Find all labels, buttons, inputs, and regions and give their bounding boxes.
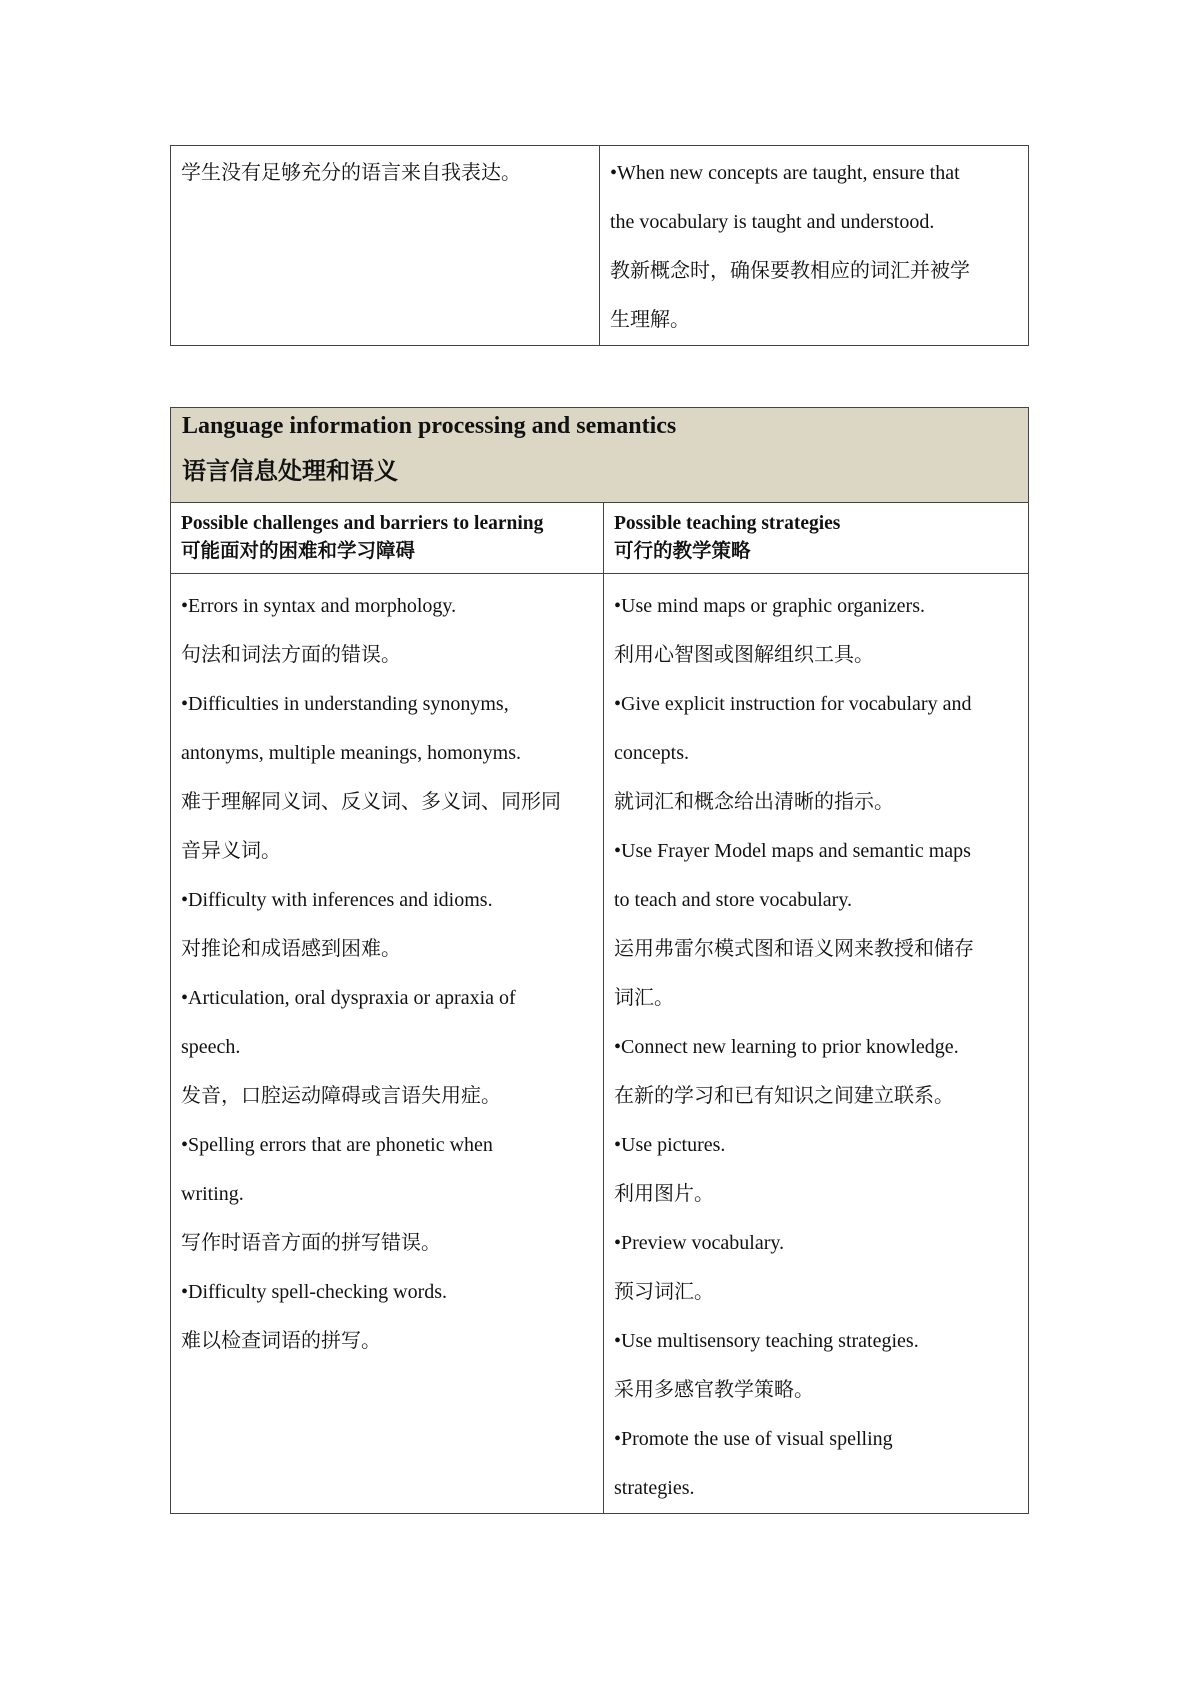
list-item: •Errors in syntax and morphology. [181, 595, 457, 617]
text-line: 学生没有足够充分的语言来自我表达。 [181, 162, 521, 184]
column-header-zh: 可行的教学策略 [614, 541, 751, 562]
list-item: 采用多感官教学策略。 [614, 1379, 814, 1401]
list-item: •Articulation, oral dyspraxia or apraxia of [181, 987, 516, 1009]
column-header-challenges [171, 503, 604, 574]
list-item: 利用图片。 [614, 1183, 714, 1205]
section-title-zh: 语言信息处理和语义 [182, 459, 398, 485]
list-item: 运用弗雷尔模式图和语义网来教授和储存 [614, 938, 974, 960]
list-item: 音异义词。 [181, 840, 281, 862]
list-item: writing. [181, 1183, 244, 1205]
list-item: strategies. [614, 1477, 695, 1499]
column-header-strategies [604, 503, 1029, 574]
text-line: the vocabulary is taught and understood. [610, 211, 935, 233]
strategy-cell [600, 146, 1029, 346]
list-item: •Give explicit instruction for vocabulary and [614, 693, 972, 715]
continued-table [170, 145, 1029, 346]
section-header [171, 408, 1029, 503]
challenges-cell [171, 574, 604, 1514]
list-item: •Promote the use of visual spelling [614, 1428, 893, 1450]
table-row [171, 574, 1029, 1514]
list-item: •Spelling errors that are phonetic when [181, 1134, 493, 1156]
section-header-row [171, 408, 1029, 503]
list-item: •Difficulties in understanding synonyms, [181, 693, 509, 715]
text-line: 生理解。 [610, 309, 690, 331]
list-item: speech. [181, 1036, 241, 1058]
text-line: •When new concepts are taught, ensure that [610, 162, 960, 184]
list-item: •Use multisensory teaching strategies. [614, 1330, 919, 1352]
list-item: •Use pictures. [614, 1134, 726, 1156]
list-item: concepts. [614, 742, 689, 764]
list-item: 就词汇和概念给出清晰的指示。 [614, 791, 894, 813]
list-item: •Difficulty with inferences and idioms. [181, 889, 493, 911]
column-header-en: Possible challenges and barriers to learning [181, 513, 544, 534]
list-item: 发音，口腔运动障碍或言语失用症。 [181, 1085, 501, 1107]
column-header-zh: 可能面对的困难和学习障碍 [181, 541, 416, 562]
list-item: •Difficulty spell-checking words. [181, 1281, 448, 1303]
table-row [171, 146, 1029, 346]
list-item: antonyms, multiple meanings, homonyms. [181, 742, 521, 764]
list-item: 预习词汇。 [614, 1281, 714, 1303]
column-header-en: Possible teaching strategies [614, 513, 841, 534]
list-item: •Connect new learning to prior knowledge. [614, 1036, 959, 1058]
strategies-cell [604, 574, 1029, 1514]
list-item: 对推论和成语感到困难。 [181, 938, 401, 960]
list-item: 句法和词法方面的错误。 [181, 644, 401, 666]
text-line: 教新概念时，确保要教相应的词汇并被学 [610, 260, 970, 282]
language-processing-table [170, 407, 1029, 1514]
list-item: 难以检查词语的拼写。 [181, 1330, 381, 1352]
challenge-cell [171, 146, 600, 346]
list-item: •Use Frayer Model maps and semantic maps [614, 840, 971, 862]
list-item: •Preview vocabulary. [614, 1232, 785, 1254]
list-item: 词汇。 [614, 987, 674, 1009]
list-item: 在新的学习和已有知识之间建立联系。 [614, 1085, 954, 1107]
list-item: to teach and store vocabulary. [614, 889, 853, 911]
column-header-row [171, 503, 1029, 574]
list-item: 写作时语音方面的拼写错误。 [181, 1232, 441, 1254]
list-item: 利用心智图或图解组织工具。 [614, 644, 874, 666]
section-title-en: Language information processing and semantics [182, 413, 677, 439]
list-item: •Use mind maps or graphic organizers. [614, 595, 925, 617]
list-item: 难于理解同义词、反义词、多义词、同形同 [181, 791, 561, 813]
